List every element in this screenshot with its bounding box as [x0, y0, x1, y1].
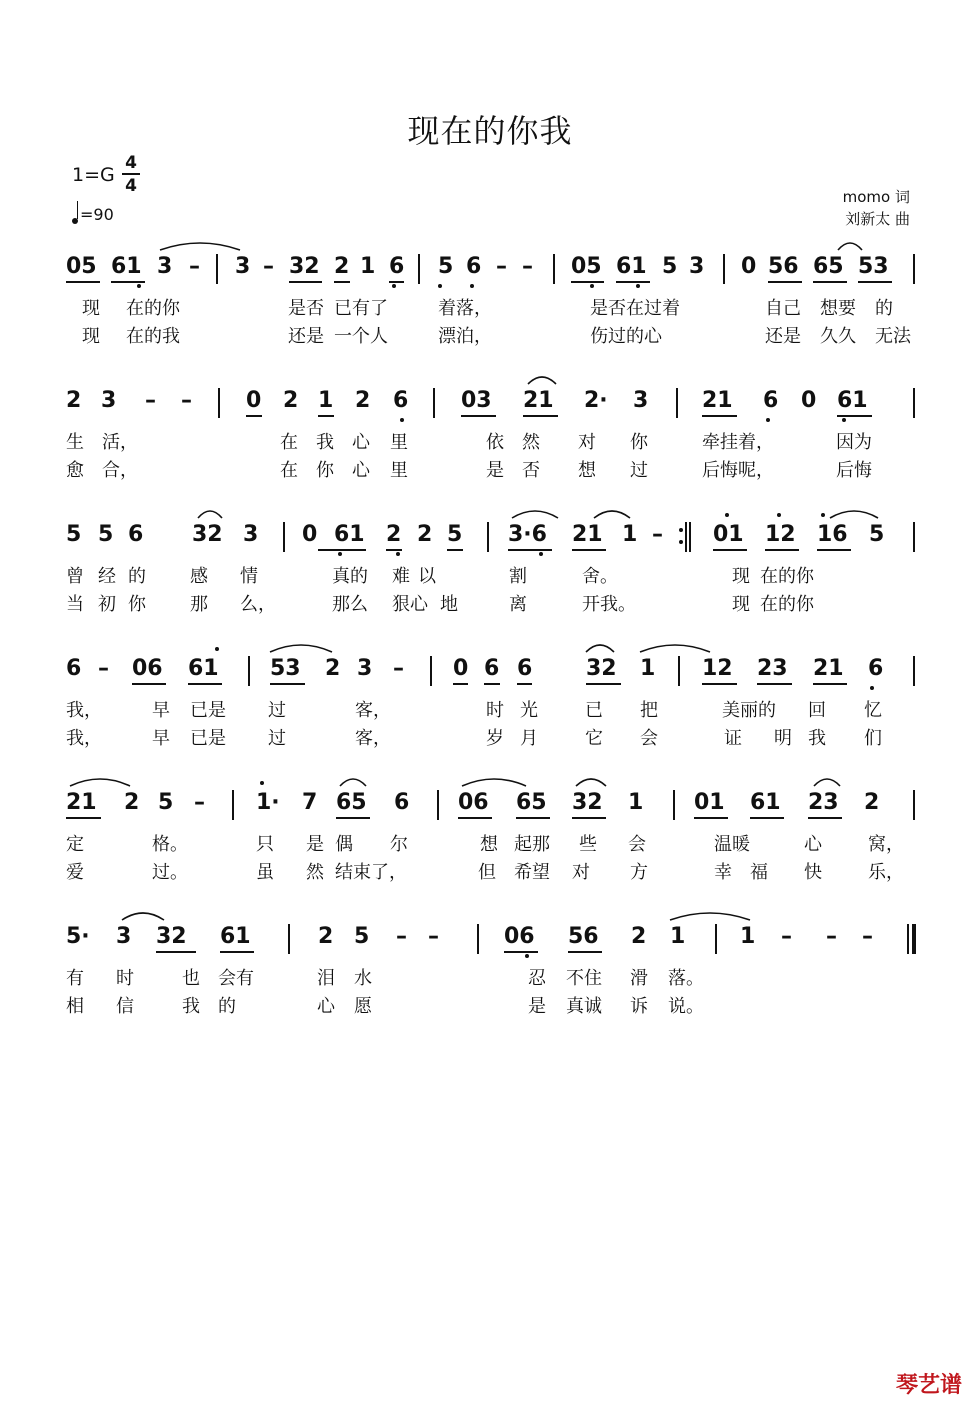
lyric-word: 岁 — [486, 728, 504, 749]
lyric-word: 你 — [128, 594, 146, 615]
note: – — [396, 924, 407, 949]
lyric-word: 真诚 — [566, 996, 602, 1017]
lyric-word: 现 — [82, 326, 100, 347]
lyric-word: 说。 — [668, 996, 704, 1017]
note: 2 — [318, 924, 334, 949]
note: 56 — [568, 924, 599, 949]
lyric-word: 爱 — [66, 862, 84, 883]
slur-arc — [462, 779, 526, 786]
lyric-word: 已是 — [190, 728, 226, 749]
note: 2 — [124, 790, 140, 815]
lyric-word: 那 — [190, 594, 208, 615]
slur-arc — [586, 645, 614, 652]
note: 32 — [586, 656, 617, 681]
note: – — [428, 924, 439, 949]
lower-octave-dot — [766, 418, 770, 422]
note: 3 — [633, 388, 649, 413]
note: 61 — [111, 254, 142, 279]
lyric-word: 牵挂着， — [702, 432, 774, 453]
upper-octave-dot — [725, 513, 729, 517]
note: – — [181, 388, 192, 413]
note: 06 — [132, 656, 163, 681]
note: 65 — [336, 790, 367, 815]
lyric-word: 过 — [268, 728, 286, 749]
lower-octave-dot — [392, 284, 396, 288]
note: 2 — [355, 388, 371, 413]
lyric-word: 么， — [240, 594, 276, 615]
lyric-word: 是 — [486, 460, 504, 481]
note: 6 — [393, 388, 409, 413]
note: 0 — [801, 388, 817, 413]
note: 32 — [156, 924, 187, 949]
lyricist: momo 词 — [842, 188, 910, 206]
lyric-word: 乐， — [868, 862, 904, 883]
note: 1 — [628, 790, 644, 815]
lyric-word: 活， — [102, 432, 138, 453]
site-logo: 琴艺谱 — [895, 1373, 962, 1398]
lyric-word: 情 — [240, 566, 258, 587]
note: 01 — [713, 522, 744, 547]
lyric-word: 我， — [66, 728, 102, 749]
note: – — [189, 254, 200, 279]
lyric-word: 心 — [352, 432, 370, 453]
note: 0 — [302, 522, 318, 547]
lyric-word: 们 — [864, 728, 882, 749]
note: 2 — [283, 388, 299, 413]
lyric-word: 是否 — [288, 298, 324, 319]
note: 6 — [394, 790, 410, 815]
note: 32 — [192, 522, 223, 547]
lyric-word: 那么 — [332, 594, 368, 615]
lyric-word: 依 — [486, 432, 504, 453]
lyric-word: 过 — [268, 700, 286, 721]
note: 16 — [817, 522, 848, 547]
lyric-word: 的 — [875, 298, 893, 319]
lyric-word: 然 — [306, 862, 324, 883]
note: 1· — [256, 790, 280, 815]
note: 3 — [235, 254, 251, 279]
lyric-word: 偶 — [335, 834, 353, 855]
lyric-word: 是 — [306, 834, 324, 855]
lyric-word: 它 — [585, 728, 603, 749]
note: 3 — [243, 522, 259, 547]
lyric-word: 月 — [520, 728, 538, 749]
lyric-word: 离 — [509, 594, 527, 615]
lyric-word: 在 — [280, 460, 298, 481]
lyric-word: 对 — [578, 432, 596, 453]
note: 2 — [631, 924, 647, 949]
note: 56 — [768, 254, 799, 279]
lyric-word: 格。 — [152, 834, 188, 855]
lyric-word: 不住 — [566, 968, 602, 989]
time-signature-bottom: 4 — [125, 176, 137, 196]
note: 6 — [66, 656, 82, 681]
note: 1 — [670, 924, 686, 949]
lyric-word: 过。 — [152, 862, 188, 883]
lyric-word: 会 — [628, 834, 646, 855]
lyric-word: 明 — [774, 728, 792, 749]
note: 1 — [622, 522, 638, 547]
slur-arc — [70, 779, 130, 786]
note: – — [496, 254, 507, 279]
lyric-word: 的 — [218, 996, 236, 1017]
slur-arc — [594, 511, 630, 518]
slur-arc — [270, 645, 332, 652]
lyric-word: 落。 — [668, 968, 704, 989]
lyric-word: 证 — [724, 728, 742, 749]
lyric-word: 已是 — [190, 700, 226, 721]
note: 23 — [757, 656, 788, 681]
upper-octave-dot — [777, 513, 781, 517]
lyric-word: 感 — [190, 566, 208, 587]
lyric-word: 还是 — [288, 326, 324, 347]
lower-octave-dot — [590, 284, 594, 288]
lyric-word: 在 — [280, 432, 298, 453]
lyric-word: 还是 — [765, 326, 801, 347]
lower-octave-dot — [438, 284, 442, 288]
note: 5 — [447, 522, 463, 547]
lyric-word: 伤过的心 — [590, 326, 662, 347]
lyric-word: 的 — [128, 566, 146, 587]
lyric-word: 时 — [486, 700, 504, 721]
slur-arc — [576, 779, 606, 786]
lyric-word: 美丽的 — [722, 700, 776, 721]
note: 21 — [66, 790, 97, 815]
note: 53 — [270, 656, 301, 681]
upper-octave-dot — [260, 781, 264, 785]
note: – — [263, 254, 274, 279]
note: 2 — [417, 522, 433, 547]
lower-octave-dot — [400, 418, 404, 422]
lyric-word: 久久 — [820, 326, 856, 347]
lyric-word: 狠心 — [392, 594, 428, 615]
lyric-word: 在的你 — [126, 298, 180, 319]
lower-octave-dot — [137, 284, 141, 288]
lyric-word: 水 — [354, 968, 372, 989]
lyric-word: 曾 — [66, 566, 84, 587]
note: 2 — [66, 388, 82, 413]
lyric-word: 难 — [392, 566, 410, 587]
lower-octave-dot — [396, 552, 400, 556]
lyric-word: 心 — [317, 996, 335, 1017]
note: 65 — [516, 790, 547, 815]
lyric-word: 客， — [355, 700, 391, 721]
lower-octave-dot — [338, 552, 342, 556]
note: 05 — [66, 254, 97, 279]
lyric-word: 当 — [66, 594, 84, 615]
lyric-word: 然 — [522, 432, 540, 453]
note: 6 — [484, 656, 500, 681]
slur-arc — [838, 243, 862, 250]
note: 5 — [354, 924, 370, 949]
slur-arc — [340, 779, 366, 786]
lyric-word: 否 — [522, 460, 540, 481]
note: 2 — [334, 254, 350, 279]
note: – — [393, 656, 404, 681]
note: 5 — [869, 522, 885, 547]
lyric-word: 现 — [82, 298, 100, 319]
note: 21 — [572, 522, 603, 547]
lyric-word: 舍。 — [582, 566, 618, 587]
note: – — [522, 254, 533, 279]
lower-octave-dot — [539, 552, 543, 556]
note: 6 — [389, 254, 405, 279]
lyric-word: 心 — [804, 834, 822, 855]
note: 3 — [689, 254, 705, 279]
lyric-word: 回 — [808, 700, 826, 721]
lyric-word: 福 — [750, 862, 768, 883]
note: 0 — [741, 254, 757, 279]
slur-arc — [814, 779, 840, 786]
lyric-word: 合， — [102, 460, 138, 481]
lyric-word: 你 — [316, 460, 334, 481]
lyric-word: 以 — [418, 566, 436, 587]
note: 2 — [386, 522, 402, 547]
note: 6 — [517, 656, 533, 681]
lyric-word: 想 — [480, 834, 498, 855]
page-title: 现在的你我 — [407, 112, 573, 150]
lyric-word: 泪 — [317, 968, 335, 989]
lyric-word: 过 — [630, 460, 648, 481]
lyric-word: 生 — [66, 432, 84, 453]
slur-arc — [830, 511, 878, 518]
lower-octave-dot — [470, 284, 474, 288]
note: – — [826, 924, 837, 949]
note: 0 — [246, 388, 262, 413]
note: 05 — [571, 254, 602, 279]
lyric-word: 已 — [585, 700, 603, 721]
note: 1 — [318, 388, 334, 413]
lyric-word: 有 — [66, 968, 84, 989]
note: 12 — [765, 522, 796, 547]
lyric-word: 在的你 — [760, 594, 814, 615]
lyric-word: 信 — [116, 996, 134, 1017]
lyric-word: 真的 — [332, 566, 368, 587]
lyric-word: 我 — [182, 996, 200, 1017]
note: 5 — [98, 522, 114, 547]
lyric-word: 你 — [630, 432, 648, 453]
lyric-word: 虽 — [256, 862, 274, 883]
note: 6 — [868, 656, 884, 681]
note: 32 — [572, 790, 603, 815]
note: 5· — [66, 924, 90, 949]
lyric-word: 后悔 — [836, 460, 872, 481]
note: 01 — [694, 790, 725, 815]
lyric-word: 窝， — [868, 834, 904, 855]
note: 32 — [289, 254, 320, 279]
lyric-word: 结束了， — [335, 862, 407, 883]
lower-octave-dot — [842, 418, 846, 422]
lyric-word: 现 — [732, 566, 750, 587]
lyric-word: 现 — [732, 594, 750, 615]
lower-octave-dot — [870, 686, 874, 690]
note: 61 — [616, 254, 647, 279]
lyric-word: 定 — [66, 834, 84, 855]
note: 06 — [504, 924, 535, 949]
note: – — [98, 656, 109, 681]
lyric-word: 把 — [640, 700, 658, 721]
note: 6 — [763, 388, 779, 413]
lower-octave-dot — [525, 954, 529, 958]
lyric-word: 快 — [804, 862, 822, 883]
lyric-word: 开我。 — [582, 594, 636, 615]
lyric-word: 对 — [572, 862, 590, 883]
note: 06 — [458, 790, 489, 815]
note: – — [862, 924, 873, 949]
key-signature: 1=G — [72, 164, 115, 186]
note: – — [194, 790, 205, 815]
slur-arc — [198, 511, 222, 518]
note: – — [781, 924, 792, 949]
slur-arc — [160, 243, 240, 250]
lyric-word: 温暖 — [714, 834, 750, 855]
lyric-word: 心 — [352, 460, 370, 481]
repeat-dot — [679, 528, 683, 532]
repeat-dot — [679, 540, 683, 544]
note: 3 — [116, 924, 132, 949]
lyric-word: 愿 — [354, 996, 372, 1017]
note: 61 — [220, 924, 251, 949]
note: 3 — [357, 656, 373, 681]
note: 3 — [101, 388, 117, 413]
lyric-word: 我 — [808, 728, 826, 749]
lyric-word: 是 — [528, 996, 546, 1017]
lyric-word: 在的你 — [760, 566, 814, 587]
note: 6 — [128, 522, 144, 547]
composer: 刘新太 曲 — [845, 210, 910, 228]
lyric-word: 想 — [578, 460, 596, 481]
slur-arc — [512, 511, 558, 518]
lyric-word: 客， — [355, 728, 391, 749]
lyric-word: 无法 — [875, 326, 911, 347]
lyric-word: 愈 — [66, 460, 84, 481]
lyric-word: 因为 — [836, 432, 872, 453]
lyric-word: 自己 — [765, 298, 801, 319]
note: 2· — [584, 388, 608, 413]
note: 61 — [334, 522, 365, 547]
lyric-word: 起那 — [514, 834, 550, 855]
note: 7 — [302, 790, 318, 815]
lyric-word: 一个人 — [334, 326, 388, 347]
lyric-word: 诉 — [630, 996, 648, 1017]
note: 3·6 — [508, 522, 547, 547]
lower-octave-dot — [636, 284, 640, 288]
lyric-word: 相 — [66, 996, 84, 1017]
note: 6 — [466, 254, 482, 279]
lyric-word: 也 — [182, 968, 200, 989]
note: 12 — [702, 656, 733, 681]
lyric-word: 里 — [390, 460, 408, 481]
lyric-word: 已有了 — [334, 298, 388, 319]
final-barline-thick — [912, 924, 916, 954]
lyric-word: 时 — [116, 968, 134, 989]
lyric-word: 但 — [478, 862, 496, 883]
lyric-word: 希望 — [514, 862, 550, 883]
lyric-word: 只 — [256, 834, 274, 855]
note: 53 — [858, 254, 889, 279]
lyric-word: 后悔呢， — [702, 460, 774, 481]
upper-octave-dot — [821, 513, 825, 517]
note: 2 — [325, 656, 341, 681]
note: 1 — [360, 254, 376, 279]
lyric-word: 滑 — [630, 968, 648, 989]
note: 2 — [864, 790, 880, 815]
upper-octave-dot — [215, 647, 219, 651]
lyric-word: 想要 — [820, 298, 856, 319]
lyric-word: 幸 — [714, 862, 732, 883]
note: 0 — [453, 656, 469, 681]
lyric-word: 经 — [98, 566, 116, 587]
slur-arc — [670, 913, 750, 920]
final-barline-thin — [907, 924, 909, 954]
repeat-barline — [689, 522, 691, 552]
tempo-value: =90 — [80, 205, 114, 224]
lyric-word: 早 — [152, 728, 170, 749]
time-signature-top: 4 — [125, 153, 137, 173]
slur-arc — [528, 377, 556, 384]
slur-arc — [640, 645, 710, 652]
note: 61 — [837, 388, 868, 413]
lyric-word: 忆 — [864, 700, 882, 721]
lyric-word: 是否在过着 — [590, 298, 680, 319]
note: 65 — [813, 254, 844, 279]
note: 61 — [750, 790, 781, 815]
note: – — [145, 388, 156, 413]
lyric-word: 初 — [98, 594, 116, 615]
lyric-word: 会有 — [218, 968, 254, 989]
note: 5 — [158, 790, 174, 815]
lyric-word: 在的我 — [126, 326, 180, 347]
lyric-word: 忍 — [528, 968, 546, 989]
lyric-word: 地 — [440, 594, 458, 615]
note: – — [652, 522, 663, 547]
note: 21 — [523, 388, 554, 413]
note: 5 — [662, 254, 678, 279]
note: 23 — [808, 790, 839, 815]
lyric-word: 会 — [640, 728, 658, 749]
lyric-word: 割 — [509, 566, 527, 587]
lyric-word: 光 — [520, 700, 538, 721]
lyric-word: 着落， — [438, 298, 492, 319]
note: 1 — [740, 924, 756, 949]
note: 21 — [813, 656, 844, 681]
note: 5 — [438, 254, 454, 279]
lyric-word: 我 — [316, 432, 334, 453]
note: 3 — [157, 254, 173, 279]
lyric-word: 漂泊， — [438, 326, 492, 347]
lyric-word: 早 — [152, 700, 170, 721]
lyric-word: 里 — [390, 432, 408, 453]
lyric-word: 我， — [66, 700, 102, 721]
note: 61 — [188, 656, 219, 681]
note: 5 — [66, 522, 82, 547]
slur-arc — [122, 913, 164, 920]
lyric-word: 些 — [579, 834, 597, 855]
note: 21 — [702, 388, 733, 413]
note: 1 — [640, 656, 656, 681]
lyric-word: 尔 — [390, 834, 408, 855]
lyric-word: 方 — [630, 862, 648, 883]
note: 03 — [461, 388, 492, 413]
